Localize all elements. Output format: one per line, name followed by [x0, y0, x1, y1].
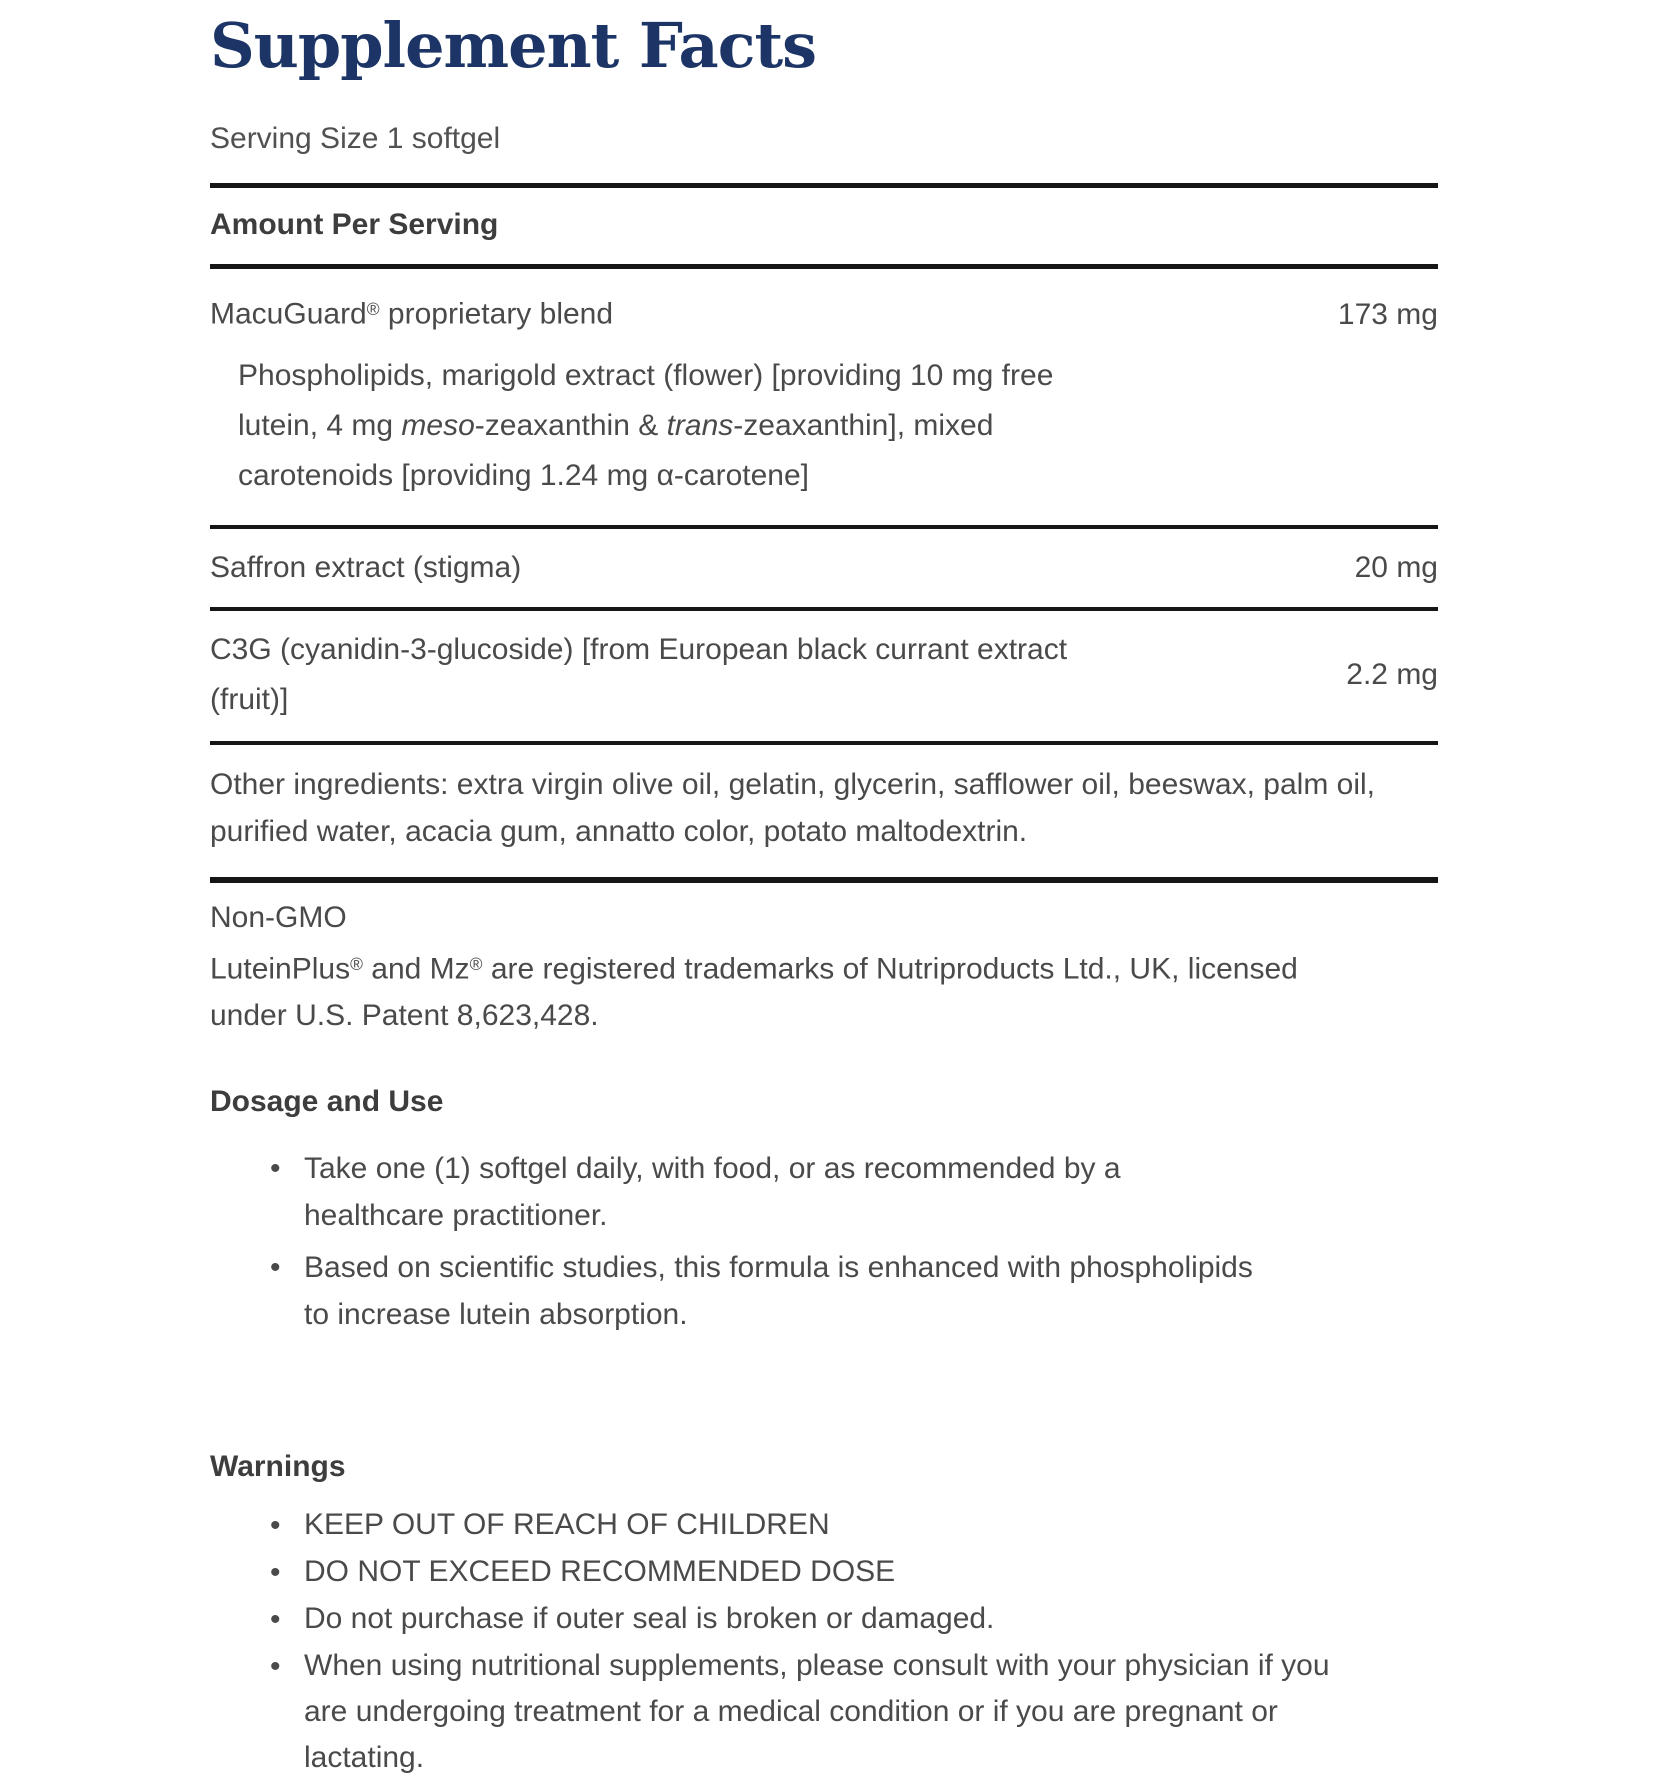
list-item	[210, 1145, 1255, 1239]
trademark-note: LuteinPlus® and Mz® are registered trademarks of Nutriproducts Ltd., UK, licensed under U.S. Patent 8,623,428.	[210, 952, 1298, 1032]
serving-size: Serving Size 1 softgel	[210, 122, 501, 156]
ingredient-name: C3G (cyanidin-3-glucoside) [from European black currant extract (fruit)]	[210, 632, 1068, 716]
bullet-icon: •	[270, 1649, 281, 1683]
list-item	[210, 1549, 1330, 1595]
dosage-heading: Dosage and Use	[210, 1084, 444, 1118]
warnings-list	[210, 1502, 1438, 1781]
list-item-text: Take one (1) softgel daily, with food, or as recommended by a healthcare practitioner.	[304, 1151, 1121, 1232]
bullet-icon: •	[270, 1151, 281, 1185]
ingredient-amount: 2.2 mg	[1346, 657, 1438, 691]
bullet-icon: •	[270, 1602, 281, 1636]
ingredient-name: MacuGuard® proprietary blend	[210, 297, 614, 331]
ingredient-description: Phospholipids, marigold extract (flower) [providing 10 mg free lutein, 4 mg meso-zeaxanthin & trans-zeaxanthin], mixed carotenoids [providing 1.24 mg α-carotene]	[238, 358, 1054, 492]
list-item-text: Do not purchase if outer seal is broken or damaged.	[304, 1601, 995, 1635]
ingredient-row	[210, 529, 1438, 607]
table-header: Amount Per Serving	[210, 208, 499, 242]
list-item-text: KEEP OUT OF REACH OF CHILDREN	[304, 1507, 830, 1541]
ingredient-row-main	[210, 291, 1438, 333]
non-gmo-note: Non-GMO	[210, 900, 347, 934]
bullet-icon: •	[270, 1508, 281, 1542]
bullet-icon: •	[270, 1555, 281, 1589]
ingredient-amount: 173 mg	[1337, 297, 1438, 331]
list-item	[210, 1244, 1255, 1338]
list-item	[210, 1596, 1330, 1642]
list-item	[210, 1502, 1330, 1548]
ingredient-row	[210, 611, 1438, 741]
ingredient-amount: 20 mg	[1354, 550, 1438, 584]
warnings-heading: Warnings	[210, 1449, 346, 1483]
notes-section	[210, 883, 1438, 1039]
bullet-icon: •	[270, 1250, 281, 1284]
ingredient-name: Saffron extract (stigma)	[210, 550, 522, 584]
list-item-text: When using nutritional supplements, please consult with your physician if you are undergoing treatment for a medical condition or if you are pregnant or lactating.	[304, 1648, 1330, 1774]
dosage-list	[210, 1145, 1438, 1338]
list-item-text: Based on scientific studies, this formula is enhanced with phospholipids to increase lutein absorption.	[304, 1250, 1253, 1331]
list-item-text: DO NOT EXCEED RECOMMENDED DOSE	[304, 1554, 896, 1588]
page-title: Supplement Facts	[210, 9, 816, 82]
other-ingredients: Other ingredients: extra virgin olive oil, gelatin, glycerin, safflower oil, beeswax, palm oil, purified water, acacia gum, annatto color, potato maltodextrin.	[210, 767, 1375, 848]
ingredient-row	[210, 269, 1438, 525]
list-item	[210, 1643, 1330, 1781]
